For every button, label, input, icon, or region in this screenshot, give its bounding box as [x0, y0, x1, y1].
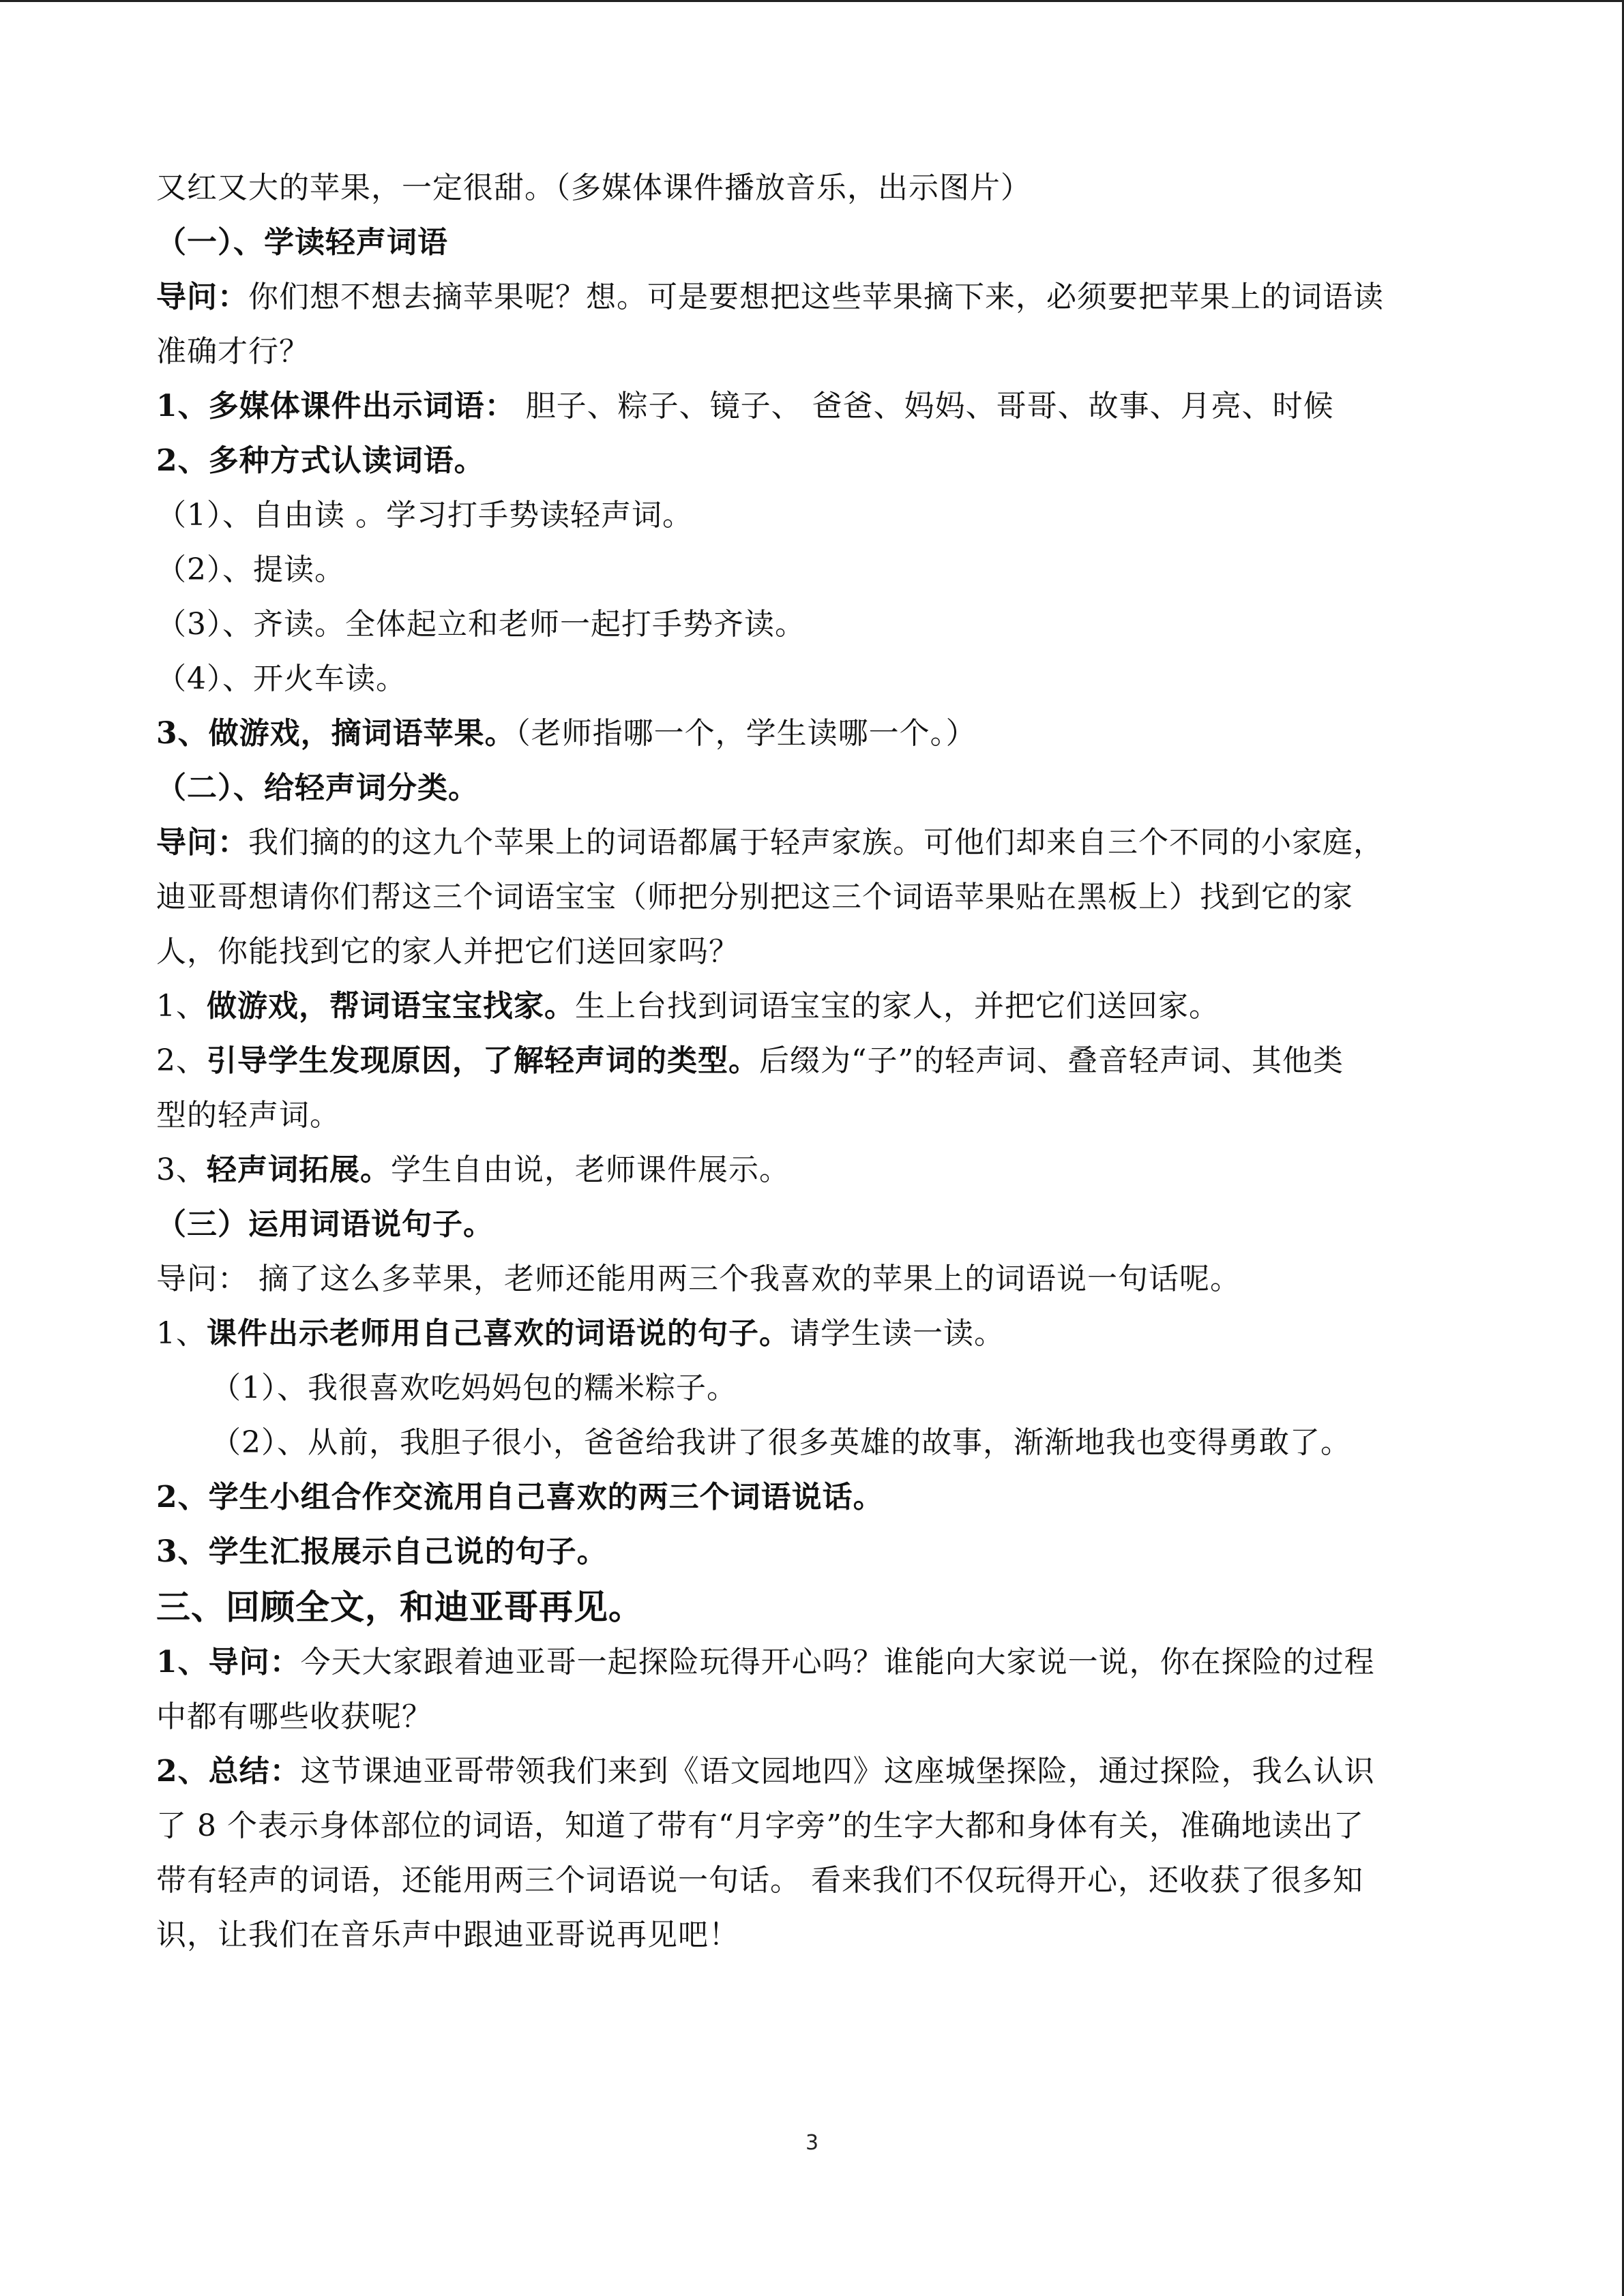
body-text: 3、: [156, 1152, 207, 1187]
body-text: 型的轻声词。: [156, 1098, 340, 1133]
bold-text: 课件出示老师用自己喜欢的词语说的句子。: [207, 1316, 790, 1351]
text-line: [156, 1908, 1473, 1963]
bold-text: 轻声词拓展。: [207, 1152, 391, 1187]
body-text: 迪亚哥想请你们帮这三个词语宝宝（师把分别把这三个词语苹果贴在黑板上）找到它的家: [156, 880, 1353, 914]
text-line: [156, 1744, 1473, 1799]
section-heading: 三、回顾全文，和迪亚哥再见。: [156, 1587, 643, 1627]
body-text: 1、: [156, 989, 207, 1024]
body-text: 生上台找到词语宝宝的家人，并把它们送回家。: [575, 989, 1220, 1024]
text-line: [156, 1307, 1473, 1361]
body-text: 你们想不想去摘苹果呢？想。可是要想把这些苹果摘下来，必须要把苹果上的词语读: [248, 280, 1384, 314]
text-line: [156, 706, 1473, 761]
bold-text: （二）、给轻声词分类。: [156, 771, 479, 805]
text-line: [156, 325, 1473, 379]
body-text: 这节课迪亚哥带领我们来到《语文园地四》这座城堡探险，通过探险，我么认识: [300, 1754, 1375, 1789]
bold-text: （一）、学读轻声词语: [156, 225, 448, 260]
body-text: 识，让我们在音乐声中跟迪亚哥说再见吧！: [156, 1918, 739, 1952]
body-text: 1、: [156, 1316, 207, 1351]
body-text: 今天大家跟着迪亚哥一起探险玩得开心吗？谁能向大家说一说，你在探险的过程: [300, 1645, 1375, 1680]
document-body: [156, 161, 1473, 1963]
body-text: 请学生读一读。: [790, 1316, 1005, 1351]
body-text: 人，你能找到它的家人并把它们送回家吗？: [156, 934, 739, 969]
bold-text: 2、总结：: [156, 1754, 301, 1789]
text-line: [156, 1088, 1473, 1143]
body-text: （1）、我很喜欢吃妈妈包的糯米粽子。: [211, 1371, 737, 1405]
body-text: 学生自由说，老师课件展示。: [391, 1152, 790, 1187]
text-line: [156, 1690, 1473, 1744]
bold-text: 导问：: [156, 825, 248, 860]
text-line: [156, 1470, 1473, 1525]
bold-text: （三）运用词语说句子。: [156, 1207, 494, 1242]
text-line: [156, 1799, 1473, 1853]
text-line: [156, 1034, 1473, 1088]
page-number: 3: [805, 2131, 819, 2155]
body-text: （2）、提读。: [156, 552, 345, 587]
body-text: 带有轻声的词语，还能用两三个词语说一句话。 看来我们不仅玩得开心，还收获了很多知: [156, 1863, 1363, 1898]
text-line: [156, 761, 1473, 816]
text-line: [156, 1252, 1473, 1307]
body-text: 我们摘的的这九个苹果上的词语都属于轻声家族。可他们却来自三个不同的小家庭，: [248, 825, 1384, 860]
body-text: 了 8 个表示身体部位的词语，知道了带有“月字旁”的生字大都和身体有关，准确地读出了: [156, 1808, 1364, 1843]
body-text: 后缀为“子”的轻声词、叠音轻声词、其他类: [759, 1043, 1344, 1078]
page-border-top: [0, 0, 1624, 2]
bold-text: 引导学生发现原因，了解轻声词的类型。: [207, 1043, 759, 1078]
bold-text: 导问：: [156, 280, 248, 314]
body-text: （2）、从前，我胆子很小，爸爸给我讲了很多英雄的故事，渐渐地我也变得勇敢了。: [211, 1425, 1351, 1460]
text-line: [156, 434, 1473, 488]
text-line: [156, 870, 1473, 925]
text-line: [156, 543, 1473, 597]
body-text: （1）、自由读 。学习打手势读轻声词。: [156, 498, 693, 533]
text-line: [156, 215, 1473, 270]
text-line: [156, 652, 1473, 706]
bold-text: 1、多媒体课件出示词语：: [156, 389, 516, 423]
bold-text: 3、学生汇报展示自己说的句子。: [156, 1534, 608, 1569]
body-text: （3）、齐读。全体起立和老师一起打手势齐读。: [156, 607, 806, 642]
bold-text: 1、导问：: [156, 1645, 301, 1680]
text-line: [156, 597, 1473, 652]
text-line: [156, 816, 1473, 870]
text-line: [156, 1416, 1473, 1470]
text-line: [156, 1525, 1473, 1579]
body-text: 导问： 摘了这么多苹果，老师还能用两三个我喜欢的苹果上的词语说一句话呢。: [156, 1262, 1241, 1296]
bold-text: 2、学生小组合作交流用自己喜欢的两三个词语说话。: [156, 1480, 884, 1515]
bold-text: 做游戏，帮词语宝宝找家。: [207, 989, 575, 1024]
bold-text: 3、做游戏，摘词语苹果。: [156, 716, 516, 751]
text-line: [156, 1853, 1473, 1908]
text-line: [156, 925, 1473, 979]
body-text: 中都有哪些收获呢？: [156, 1699, 432, 1734]
bold-text: 2、多种方式认读词语。: [156, 443, 485, 478]
body-text: 2、: [156, 1043, 207, 1078]
text-line: [156, 488, 1473, 543]
body-text: 准确才行？: [156, 334, 310, 369]
body-text: （老师指哪一个，学生读哪一个。）: [515, 716, 977, 751]
text-line: [156, 1635, 1473, 1690]
text-line: [156, 979, 1473, 1034]
text-line: [156, 1361, 1473, 1416]
text-line: [156, 1143, 1473, 1197]
text-line: [156, 161, 1473, 215]
text-line: [156, 379, 1473, 434]
text-line: [156, 270, 1473, 325]
body-text: （4）、开火车读。: [156, 661, 407, 696]
body-text: 胆子、粽子、镜子、 爸爸、妈妈、哥哥、故事、月亮、时候: [515, 389, 1334, 423]
text-line: [156, 1197, 1473, 1252]
body-text: 又红又大的苹果，一定很甜。（多媒体课件播放音乐，出示图片）: [156, 170, 1031, 205]
